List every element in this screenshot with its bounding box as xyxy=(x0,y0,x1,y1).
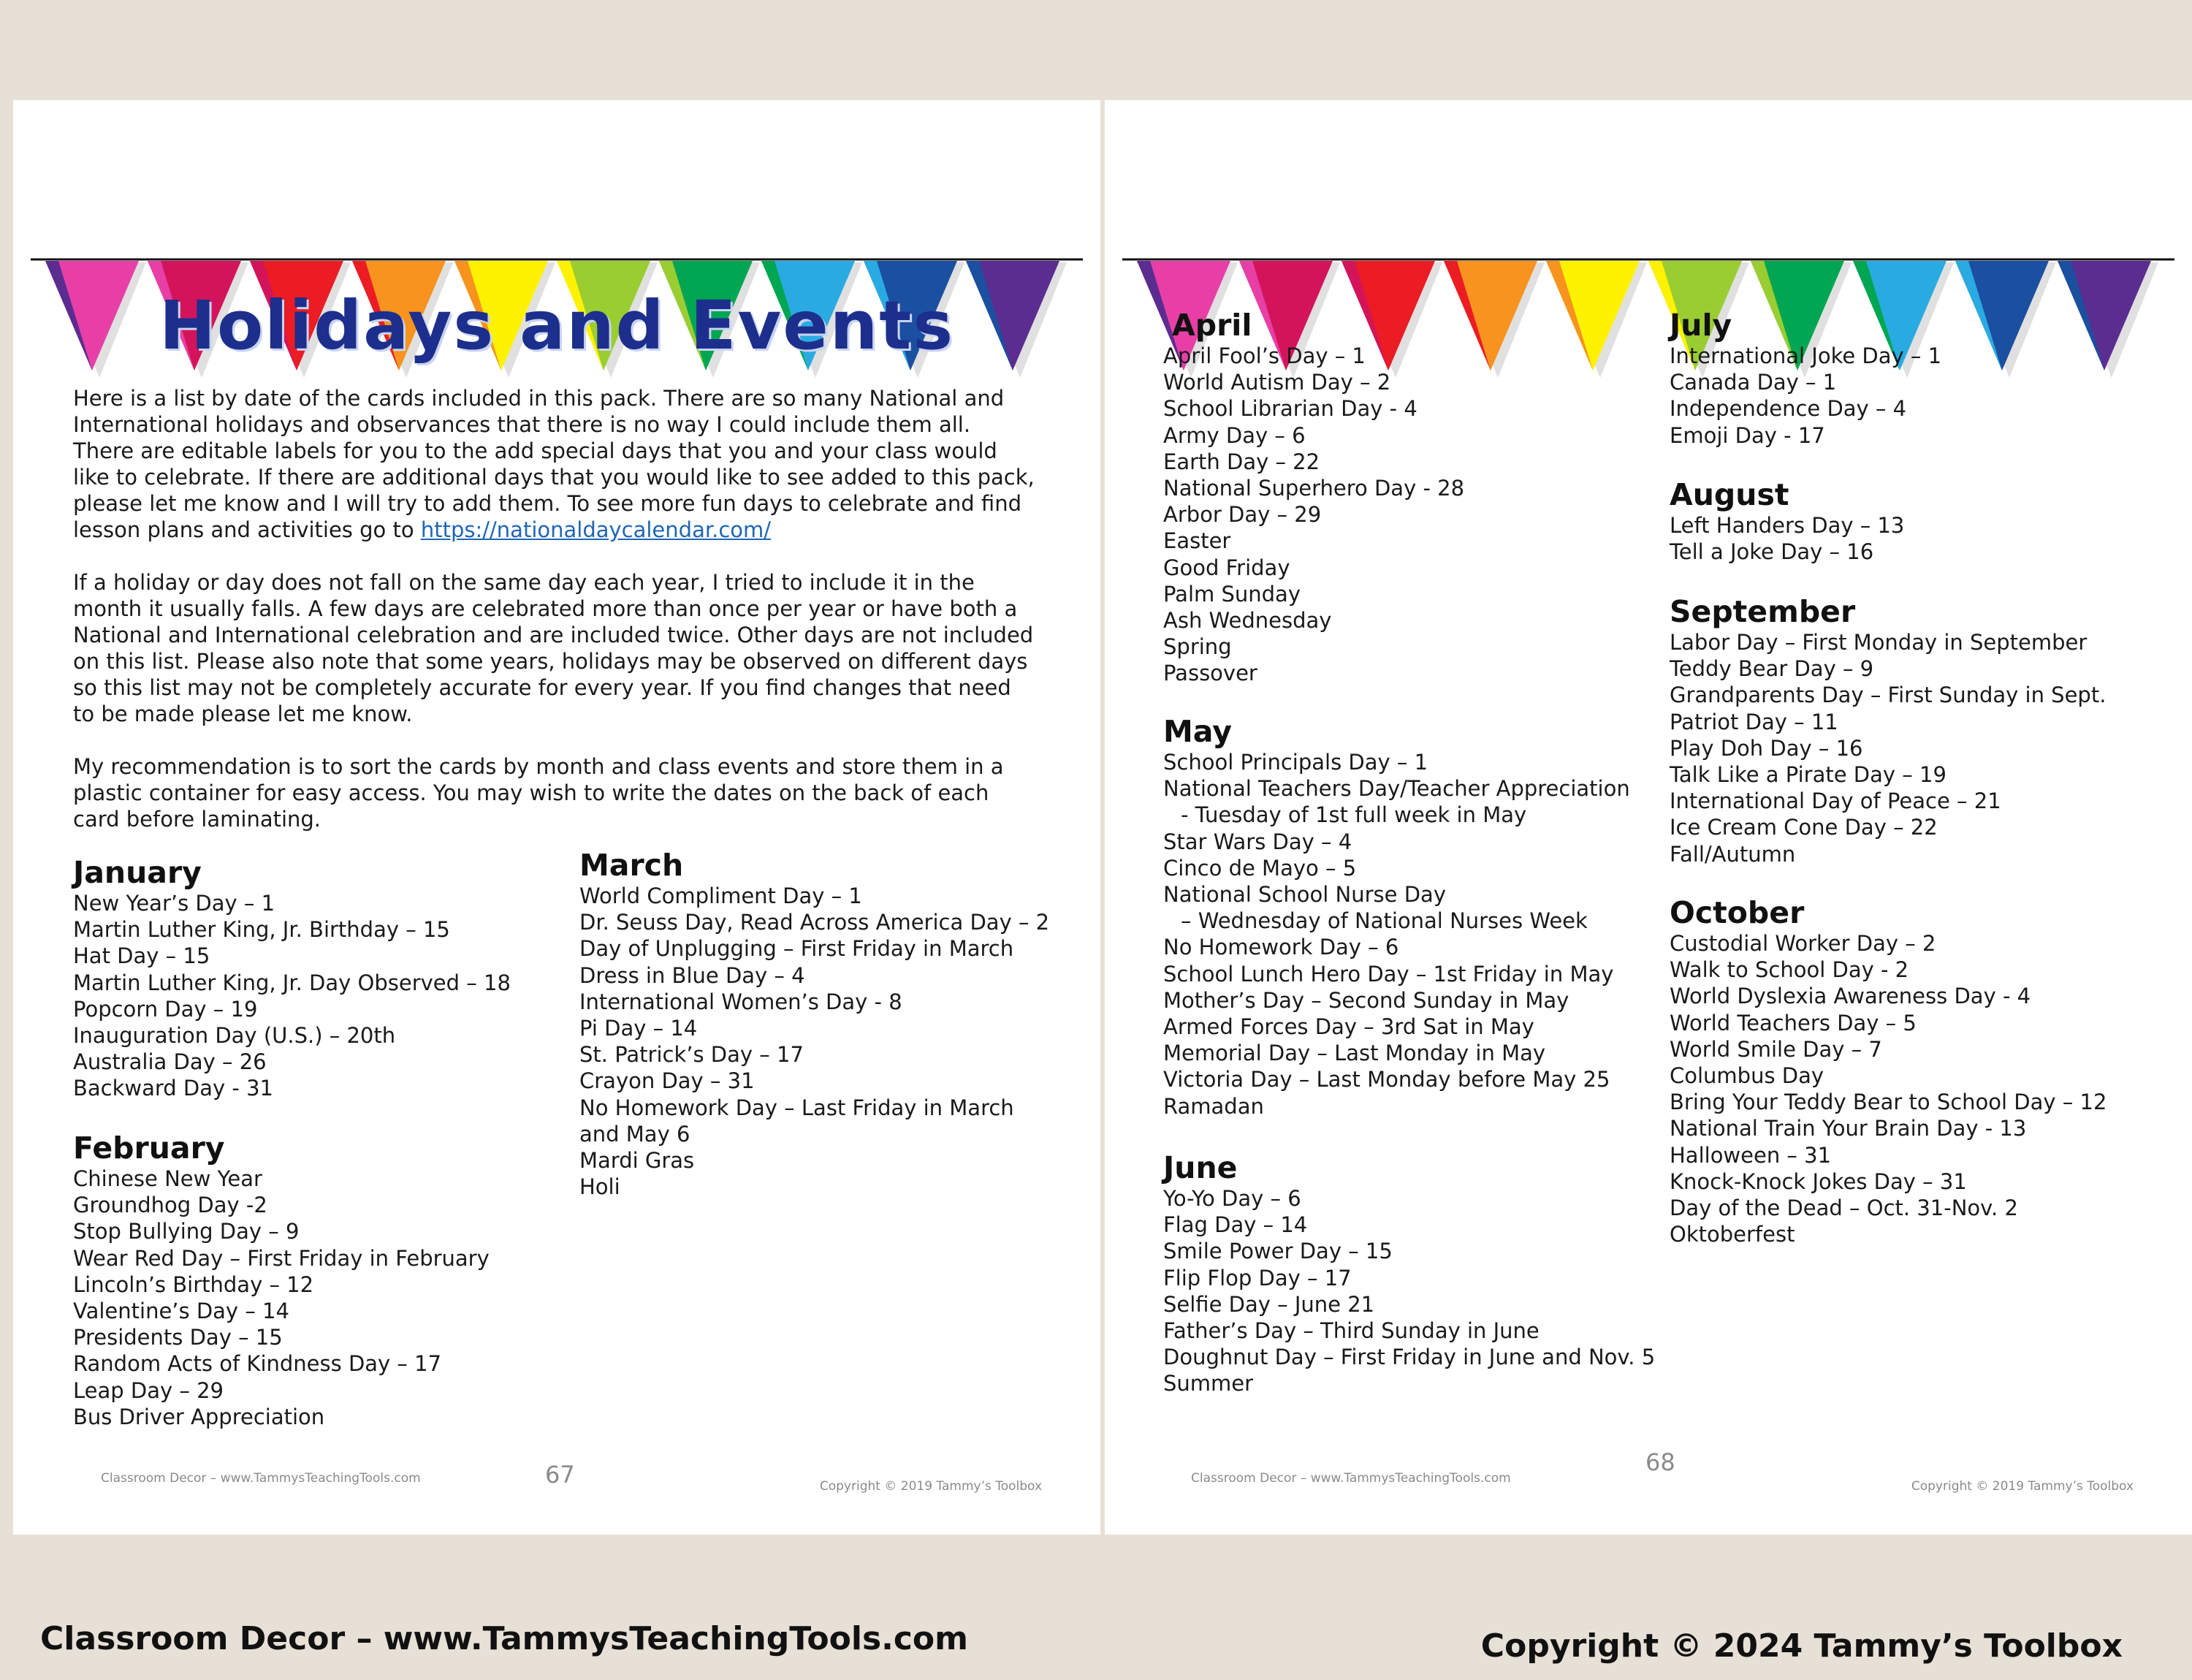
holiday-item: World Teachers Day – 5 xyxy=(1670,1010,1917,1035)
holiday-item: Lincoln’s Birthday – 12 xyxy=(73,1272,314,1297)
page-footer-right: Copyright © 2019 Tammy’s Toolbox xyxy=(819,1479,1042,1494)
intro-paragraph-1: Here is a list by date of the cards included in this pack. There are so many National and International holidays and observances that there is no way I could include them all. There are editable labels for you to the add special days that you and your class would like to celebrate. If there are additional days that you would like to see added to this pack, please let me know and I will try to add them. To see more fun days to celebrate and find lesson plans and activities go to https://nationaldaycalendar.com/ xyxy=(73,386,1035,542)
holiday-item: Hat Day – 15 xyxy=(73,943,210,969)
holiday-item: Mardi Gras xyxy=(579,1148,695,1174)
holiday-item: No Homework Day – Last Friday in March xyxy=(579,1095,1014,1120)
holiday-item: Flag Day – 14 xyxy=(1163,1212,1308,1238)
holiday-item: Arbor Day – 29 xyxy=(1163,502,1322,528)
holiday-item: Crayon Day – 31 xyxy=(579,1068,755,1094)
holiday-item: International Day of Peace – 21 xyxy=(1670,788,2001,814)
month-april xyxy=(1163,308,1464,687)
month-heading: August xyxy=(1670,477,1789,512)
month-october xyxy=(1670,895,2107,1247)
holiday-item: – Wednesday of National Nurses Week xyxy=(1181,908,1588,934)
holiday-list xyxy=(1670,629,2106,867)
holiday-item: National Train Your Brain Day - 13 xyxy=(1670,1116,2027,1141)
holiday-item: International Joke Day – 1 xyxy=(1670,343,1942,368)
holiday-item: - Tuesday of 1st full week in May xyxy=(1181,802,1527,828)
holiday-item: Selfie Day – June 21 xyxy=(1163,1291,1375,1317)
holiday-item: Day of Unplugging – First Friday in March xyxy=(579,936,1014,962)
holiday-list xyxy=(1670,512,1904,565)
holiday-item: Groundhog Day -2 xyxy=(73,1193,267,1218)
holiday-item: School Principals Day – 1 xyxy=(1163,750,1428,775)
holiday-item: Day of the Dead – Oct. 31-Nov. 2 xyxy=(1670,1196,2018,1221)
holiday-list xyxy=(579,883,1049,1200)
month-september xyxy=(1670,594,2106,867)
holiday-item: Earth Day – 22 xyxy=(1163,449,1320,474)
holiday-item: World Compliment Day – 1 xyxy=(579,883,862,908)
holiday-item: Patriot Day – 11 xyxy=(1670,709,1838,734)
month-heading: February xyxy=(73,1130,225,1166)
holiday-item: Teddy Bear Day – 9 xyxy=(1670,656,1874,682)
month-heading: March xyxy=(579,848,684,883)
holiday-item: Custodial Worker Day – 2 xyxy=(1670,931,1936,956)
month-january xyxy=(73,855,511,1102)
holiday-item: Emoji Day - 17 xyxy=(1670,422,1825,448)
holiday-item: Independence Day – 4 xyxy=(1670,396,1907,422)
holiday-item: Easter xyxy=(1163,528,1231,554)
holiday-item: World Dyslexia Awareness Day - 4 xyxy=(1670,984,2031,1009)
holiday-item: Martin Luther King, Jr. Day Observed – 18 xyxy=(73,970,511,995)
holiday-item: Star Wars Day – 4 xyxy=(1163,829,1352,854)
holiday-list xyxy=(73,890,511,1102)
holiday-item: Bring Your Teddy Bear to School Day – 12 xyxy=(1670,1090,2107,1115)
holiday-item: Grandparents Day – First Sunday in Sept. xyxy=(1670,683,2107,708)
holiday-item: Popcorn Day – 19 xyxy=(73,996,258,1022)
holiday-item: Mother’s Day – Second Sunday in May xyxy=(1163,987,1569,1013)
holiday-item: Dress in Blue Day – 4 xyxy=(579,962,805,988)
holiday-item: Father’s Day – Third Sunday in June xyxy=(1163,1318,1540,1344)
holiday-item: Palm Sunday xyxy=(1163,581,1301,607)
holiday-list xyxy=(1163,343,1464,687)
holiday-list xyxy=(73,1166,490,1430)
holiday-item: Valentine’s Day – 14 xyxy=(73,1299,289,1324)
page-number: 68 xyxy=(1645,1448,1675,1476)
holiday-item: Leap Day – 29 xyxy=(73,1377,224,1403)
holiday-list xyxy=(1163,749,1630,1120)
holiday-item: Halloween – 31 xyxy=(1670,1142,1832,1168)
bottom-caption-right: Copyright © 2024 Tammy’s Toolbox xyxy=(1480,1627,2123,1665)
month-heading: January xyxy=(73,855,202,890)
holiday-item: Talk Like a Pirate Day – 19 xyxy=(1670,762,1946,788)
month-heading: October xyxy=(1670,895,1805,930)
holiday-item: Flip Flop Day – 17 xyxy=(1163,1265,1352,1291)
holiday-item: Cinco de Mayo – 5 xyxy=(1163,855,1357,881)
month-heading: June xyxy=(1163,1150,1238,1185)
holiday-item: National Superhero Day - 28 xyxy=(1163,476,1465,501)
page-footer-right: Copyright © 2019 Tammy’s Toolbox xyxy=(1911,1479,2134,1494)
holiday-list xyxy=(1670,343,1941,449)
intro-paragraph-2: If a holiday or day does not fall on the same day each year, I tried to include it in the month it usually falls. A few days are celebrated more than once per year or have both a National and International celebration and are included twice. Other days are not included on this list. Please also note that some years, holidays may be observed on different days so this list may not be completely accurate for every year. If you find changes that need to be made please let me know. xyxy=(73,570,1034,726)
holiday-item: Good Friday xyxy=(1163,555,1290,580)
holiday-item: Knock-Knock Jokes Day – 31 xyxy=(1670,1168,1967,1194)
month-february xyxy=(73,1130,490,1430)
holiday-item: Spring xyxy=(1163,634,1232,660)
page-footer-left: Classroom Decor – www.TammysTeachingTools.com xyxy=(1191,1471,1511,1486)
holiday-item: International Women’s Day - 8 xyxy=(579,989,902,1014)
holiday-item: Doughnut Day – First Friday in June and Nov. 5 xyxy=(1163,1345,1656,1370)
holiday-item: Random Acts of Kindness Day – 17 xyxy=(73,1351,442,1377)
holiday-item: Oktoberfest xyxy=(1670,1222,1795,1247)
holiday-item: School Librarian Day - 4 xyxy=(1163,396,1417,422)
holiday-item: Dr. Seuss Day, Read Across America Day – 2 xyxy=(579,910,1050,935)
holiday-item: Armed Forces Day – 3rd Sat in May xyxy=(1163,1014,1534,1040)
holiday-item: Walk to School Day - 2 xyxy=(1670,957,1909,983)
holiday-item: Wear Red Day – First Friday in February xyxy=(73,1245,490,1271)
holiday-item: Smile Power Day – 15 xyxy=(1163,1239,1393,1264)
holiday-item: Ice Cream Cone Day – 22 xyxy=(1670,815,1938,840)
holiday-item: Pi Day – 14 xyxy=(579,1016,698,1041)
holiday-item: Inauguration Day (U.S.) – 20th xyxy=(73,1023,396,1049)
holiday-item: Ramadan xyxy=(1163,1093,1264,1119)
holiday-item: April Fool’s Day – 1 xyxy=(1163,343,1366,368)
holiday-item: Ash Wednesday xyxy=(1163,608,1332,634)
month-july xyxy=(1670,308,1941,449)
holiday-item: New Year’s Day – 1 xyxy=(73,891,275,916)
holiday-item: Memorial Day – Last Monday in May xyxy=(1163,1041,1546,1066)
holiday-item: Victoria Day – Last Monday before May 25 xyxy=(1163,1067,1610,1092)
holiday-item: Bus Driver Appreciation xyxy=(73,1404,325,1429)
holiday-item: Columbus Day xyxy=(1670,1063,1824,1089)
holiday-item: National School Nurse Day xyxy=(1163,882,1446,908)
month-august xyxy=(1670,477,1904,565)
bottom-caption-left: Classroom Decor – www.TammysTeachingTools.com xyxy=(40,1620,969,1657)
month-heading: May xyxy=(1163,714,1232,749)
holiday-item: Backward Day - 31 xyxy=(73,1076,273,1101)
page-footer-left: Classroom Decor – www.TammysTeachingTools.com xyxy=(101,1471,421,1486)
holiday-item: Canada Day – 1 xyxy=(1670,370,1837,395)
month-march xyxy=(579,848,1049,1200)
holiday-item: Left Handers Day – 13 xyxy=(1670,513,1905,538)
month-heading: April xyxy=(1172,308,1252,343)
holiday-item: World Smile Day – 7 xyxy=(1670,1036,1882,1062)
holiday-item: Play Doh Day – 16 xyxy=(1670,735,1863,761)
month-may xyxy=(1163,714,1630,1120)
intro-paragraph-3: My recommendation is to sort the cards by month and class events and store them in a plastic container for easy access. You may wish to write the dates on the back of each card before laminating. xyxy=(73,754,1004,832)
holiday-item: Yo-Yo Day – 6 xyxy=(1163,1186,1301,1211)
holiday-item: Labor Day – First Monday in September xyxy=(1670,630,2088,655)
page-67 xyxy=(13,100,1100,1535)
holiday-item: Holi xyxy=(579,1174,620,1200)
holiday-item: School Lunch Hero Day – 1st Friday in May xyxy=(1163,961,1614,987)
page-title: Holidays and Events xyxy=(159,286,955,365)
holiday-item: Army Day – 6 xyxy=(1163,422,1306,448)
month-heading: July xyxy=(1670,308,1732,343)
holiday-item: Chinese New Year xyxy=(73,1166,262,1191)
holiday-item: No Homework Day – 6 xyxy=(1163,935,1399,960)
holiday-item: Tell a Joke Day – 16 xyxy=(1670,539,1874,565)
holiday-item: Stop Bullying Day – 9 xyxy=(73,1219,300,1244)
holiday-list xyxy=(1163,1185,1655,1397)
month-june xyxy=(1163,1150,1655,1397)
holiday-item: St. Patrick’s Day – 17 xyxy=(579,1042,804,1068)
holiday-item: and May 6 xyxy=(579,1121,690,1147)
holiday-item: Passover xyxy=(1163,661,1257,686)
holiday-list xyxy=(1670,930,2107,1247)
page-68 xyxy=(1105,100,2192,1535)
holiday-item: Australia Day – 26 xyxy=(73,1049,267,1075)
intro-text xyxy=(73,385,1038,859)
holiday-item: Martin Luther King, Jr. Birthday – 15 xyxy=(73,917,450,943)
holiday-item: Summer xyxy=(1163,1371,1254,1396)
holiday-item: Fall/Autumn xyxy=(1670,841,1796,867)
holiday-item: National Teachers Day/Teacher Appreciation xyxy=(1163,776,1630,802)
month-heading: September xyxy=(1670,594,1856,629)
holiday-item: World Autism Day – 2 xyxy=(1163,370,1391,395)
holiday-item: Presidents Day – 15 xyxy=(73,1325,283,1350)
page-number: 67 xyxy=(545,1461,575,1489)
national-day-calendar-link[interactable]: https://nationaldaycalendar.com/ xyxy=(420,517,772,542)
